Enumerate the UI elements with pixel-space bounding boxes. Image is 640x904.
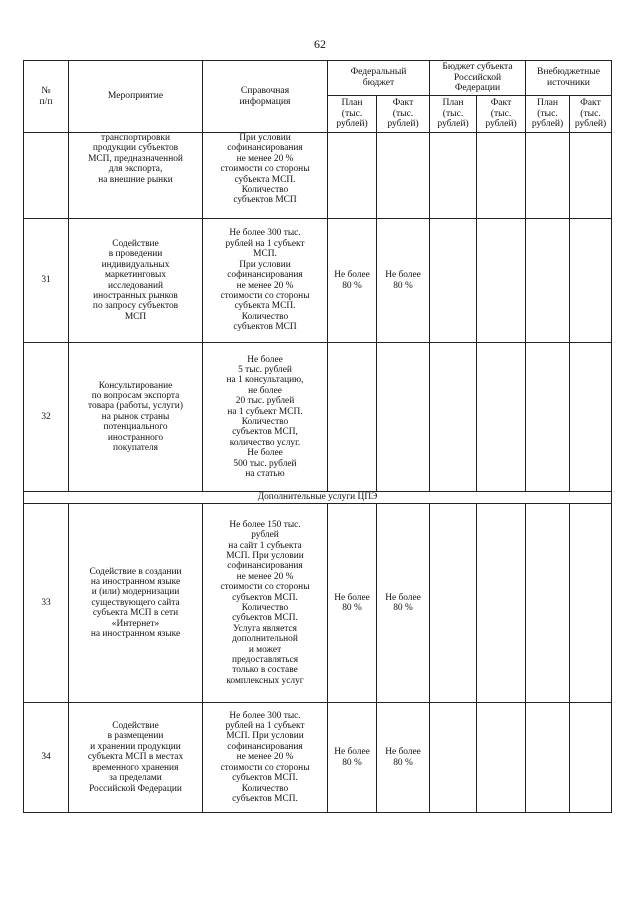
header-regional-fact: Факт (тыс. рублей)	[477, 96, 526, 133]
row-off-fact	[570, 343, 612, 492]
row-num: 32	[24, 343, 69, 492]
row-off-plan	[526, 219, 570, 343]
row-info: Не более 150 тыс. рублей на сайт 1 субъекта МСП. При условии софинансирования не менее 20 % стоимости со стороны субъектов МСП. Количество субъектов МСП. Услуга является дополнительной и может предоставляться только в составе комплексных услуг	[203, 504, 328, 703]
header-event: Мероприятие	[69, 61, 203, 133]
row-off-plan	[526, 504, 570, 703]
row-fed-fact	[377, 343, 430, 492]
row-reg-fact	[477, 343, 526, 492]
row-event: Консультирование по вопросам экспорта товара (работы, услуги) на рынок страны потенциального иностранного покупателя	[69, 343, 203, 492]
section-row	[24, 492, 612, 504]
table-row	[24, 133, 612, 219]
row-fed-fact	[377, 133, 430, 219]
header-row-top	[24, 61, 612, 96]
row-num: 33	[24, 504, 69, 703]
measures-table	[23, 60, 612, 813]
row-num: 31	[24, 219, 69, 343]
row-reg-fact	[477, 133, 526, 219]
row-reg-fact	[477, 504, 526, 703]
row-fed-plan: Не более 80 %	[328, 219, 377, 343]
row-fed-plan: Не более 80 %	[328, 504, 377, 703]
row-fed-fact: Не более 80 %	[377, 504, 430, 703]
row-event: транспортировки продукции субъектов МСП, предназначенной для экспорта, на внешние рынки	[69, 133, 203, 219]
row-event: Содействие в размещении и хранении продукции субъекта МСП в местах временного хранения за пределами Российской Федерации	[69, 703, 203, 813]
header-regional-plan: План (тыс. рублей)	[430, 96, 477, 133]
section-title: Дополнительные услуги ЦПЭ	[24, 492, 612, 504]
row-reg-plan	[430, 133, 477, 219]
row-fed-fact: Не более 80 %	[377, 703, 430, 813]
row-reg-plan	[430, 343, 477, 492]
table-row	[24, 343, 612, 492]
row-off-fact	[570, 133, 612, 219]
row-fed-plan	[328, 133, 377, 219]
row-num	[24, 133, 69, 219]
row-event: Содействие в проведении индивидуальных маркетинговых исследований иностранных рынков по запросу субъектов МСП	[69, 219, 203, 343]
row-off-fact	[570, 504, 612, 703]
row-reg-fact	[477, 703, 526, 813]
row-info: Не более 5 тыс. рублей на 1 консультацию, не более 20 тыс. рублей на 1 субъект МСП. Количество субъектов МСП, количество услуг. Не более 500 тыс. рублей на статью	[203, 343, 328, 492]
row-num: 34	[24, 703, 69, 813]
header-federal-plan: План (тыс. рублей)	[328, 96, 377, 133]
row-off-plan	[526, 133, 570, 219]
header-federal: Федеральный бюджет	[328, 61, 430, 96]
row-off-fact	[570, 703, 612, 813]
row-reg-plan	[430, 504, 477, 703]
row-reg-fact	[477, 219, 526, 343]
row-fed-fact: Не более 80 %	[377, 219, 430, 343]
header-regional: Бюджет субъекта Российской Федерации	[430, 61, 526, 96]
row-fed-plan: Не более 80 %	[328, 703, 377, 813]
table-row	[24, 504, 612, 703]
row-reg-plan	[430, 219, 477, 343]
header-offbudget-fact: Факт (тыс. рублей)	[570, 96, 612, 133]
page-number: 62	[314, 37, 326, 51]
row-off-plan	[526, 343, 570, 492]
row-fed-plan	[328, 343, 377, 492]
row-info: Не более 300 тыс. рублей на 1 субъект МСП. При условии софинансирования не менее 20 % стоимости со стороны субъектов МСП. Количество субъектов МСП.	[203, 703, 328, 813]
table-row	[24, 703, 612, 813]
row-info: При условии софинансирования не менее 20 % стоимости со стороны субъекта МСП. Количество субъектов МСП	[203, 133, 328, 219]
header-federal-fact: Факт (тыс. рублей)	[377, 96, 430, 133]
table-row	[24, 219, 612, 343]
row-off-plan	[526, 703, 570, 813]
row-off-fact	[570, 219, 612, 343]
row-info: Не более 300 тыс. рублей на 1 субъект МСП. При условии софинансирования не менее 20 % стоимости со стороны субъекта МСП. Количество субъектов МСП	[203, 219, 328, 343]
row-reg-plan	[430, 703, 477, 813]
header-offbudget: Внебюджетные источники	[526, 61, 612, 96]
header-num: № п/п	[24, 61, 69, 133]
header-info: Справочная информация	[203, 61, 328, 133]
row-event: Содействие в создании на иностранном языке и (или) модернизации существующего сайта субъекта МСП в сети «Интернет» на иностранном языке	[69, 504, 203, 703]
header-offbudget-plan: План (тыс. рублей)	[526, 96, 570, 133]
